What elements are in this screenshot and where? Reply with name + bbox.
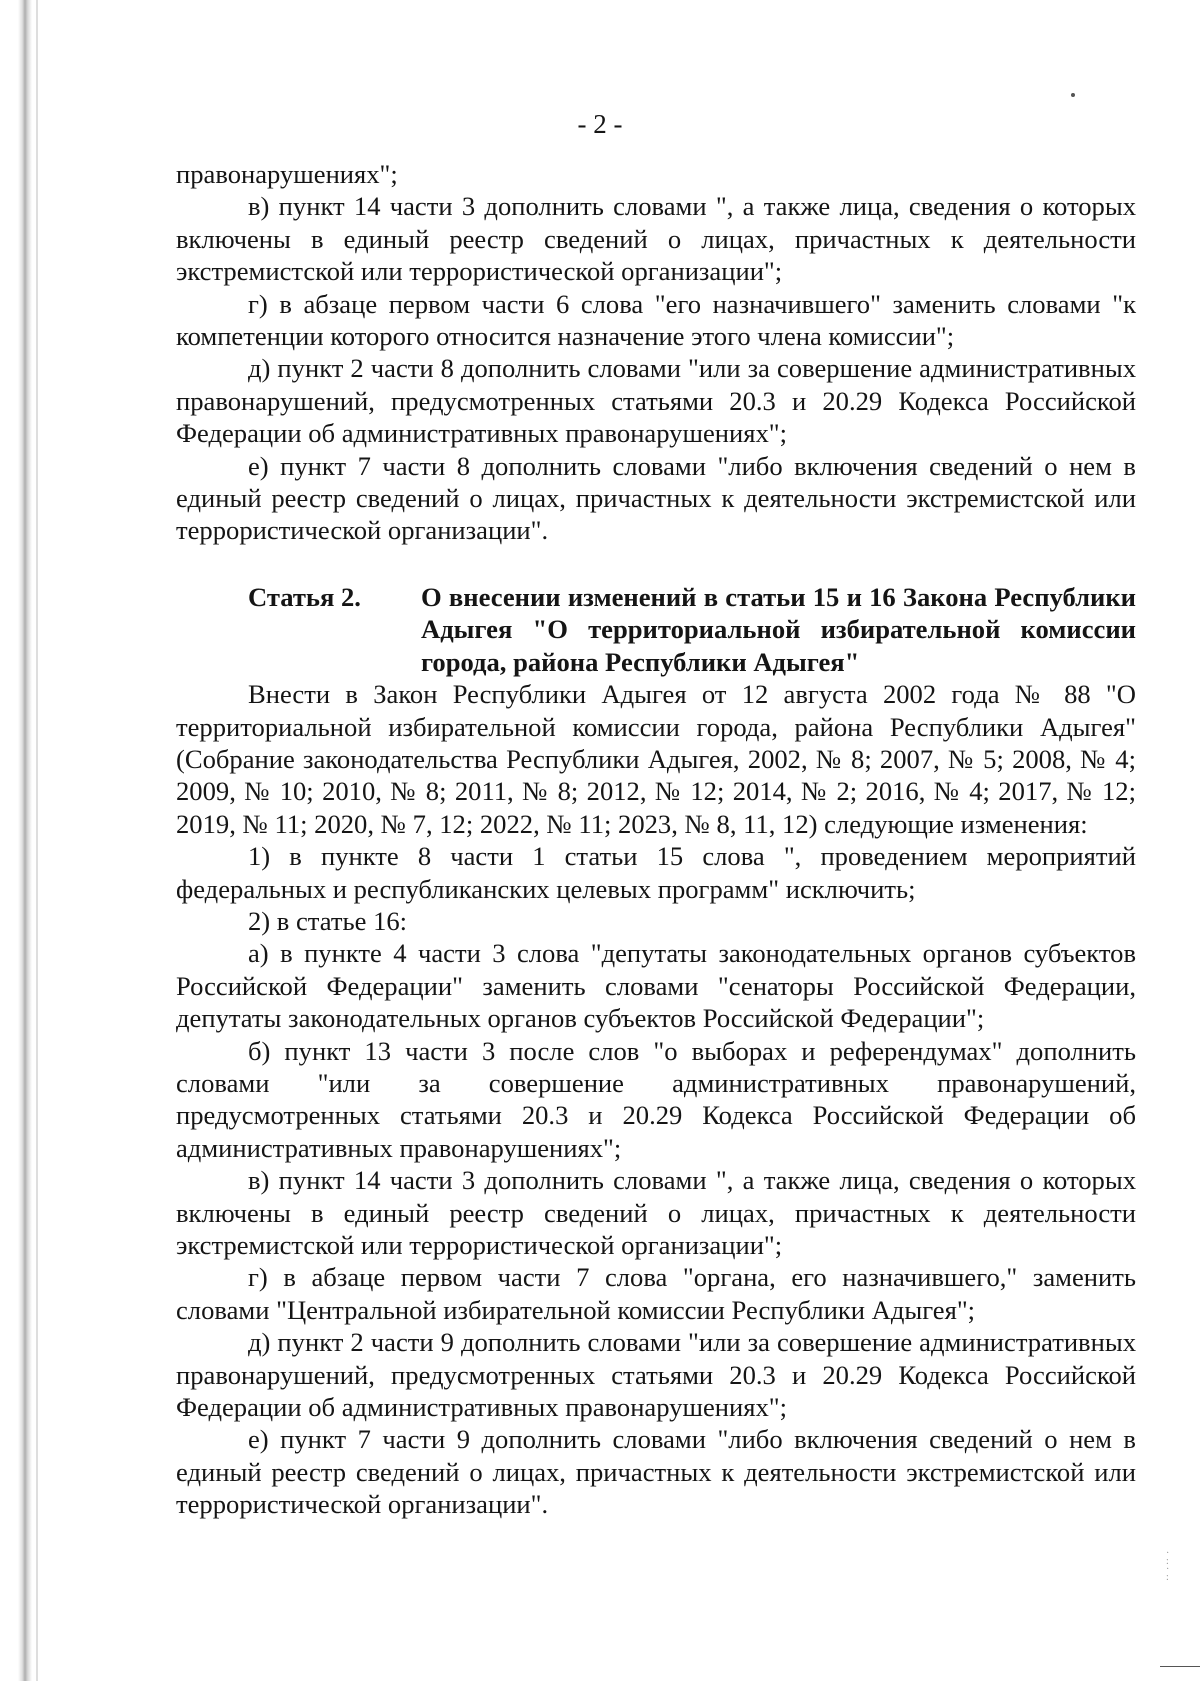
paragraph: д) пункт 2 части 9 дополнить словами "или за совершение административных правонарушений, предусмотренных статьями 20.3 и 20.29 Кодекса Российской Федерации об административных правонарушениях"; <box>176 1327 1136 1423</box>
paragraph: б) пункт 13 части 3 после слов "о выборах и референдумах" дополнить словами "или за совершение административных правонарушений, предусмотренных статьями 20.3 и 20.29 Кодекса Российской Федерации об административных правонарушениях"; <box>176 1035 1136 1163</box>
paragraph: правонарушениях"; <box>176 159 398 189</box>
scan-corner-line <box>1160 1666 1200 1667</box>
paragraph: д) пункт 2 части 8 дополнить словами "или за совершение административных правонарушений, предусмотренных статьями 20.3 и 20.29 Кодекса Российской Федерации об административных правонарушениях"; <box>176 353 1136 449</box>
paragraph: Внести в Закон Республики Адыгея от 12 августа 2002 года № 88 "О территориальной избирательной комиссии города, района Республики Адыгея" (Собрание законодательства Республики Адыгея, 2002, № 8; 2007, № 5; 2008, № 4; 2009, № 10; 2010, № 8; 2011, № 8; 2012, № 12; 2014, № 2; 2016, № 4; 2017, № 12; 2019, № 11; 2020, № 7, 12; 2022, № 11; 2023, № 8, 11, 12) следующие изменения: <box>176 679 1136 839</box>
paragraph: в) пункт 14 части 3 дополнить словами ", а также лица, сведения о которых включены в единый реестр сведений о лицах, причастных к деятельности экстремистской или террористической организации"; <box>176 191 1136 287</box>
paragraph: 1) в пункте 8 части 1 статьи 15 слова ", проведением мероприятий федеральных и республиканских целевых программ" исключить; <box>176 841 1136 904</box>
paragraph: в) пункт 14 части 3 дополнить словами ", а также лица, сведения о которых включены в единый реестр сведений о лицах, причастных к деятельности экстремистской или террористической организации"; <box>176 1165 1136 1260</box>
article2-section <box>176 678 1136 1521</box>
page-number: - 2 - <box>577 109 623 139</box>
article-title: О внесении изменений в статьи 15 и 16 Закона Республики Адыгея "О территориальной избирательной комиссии города, района Республики Адыгея" <box>421 581 1136 677</box>
article-number: Статья 2. <box>248 581 361 612</box>
article1-tail-section <box>176 158 1136 547</box>
paragraph: г) в абзаце первом части 6 слова "его назначившего" заменить словами "к компетенции которого относится назначение этого члена комиссии"; <box>176 288 1136 352</box>
paragraph: е) пункт 7 части 8 дополнить словами "либо включения сведений о нем в единый реестр сведений о лицах, причастных к деятельности экстремистской или террористической организации". <box>176 450 1136 546</box>
article-heading <box>176 581 1136 678</box>
scan-speck <box>1071 93 1075 97</box>
scan-binding-line <box>36 0 38 1681</box>
paragraph: а) в пункте 4 части 3 слова "депутаты законодательных органов субъектов Российской Федерации" заменить словами "сенаторы Российской Федерации, депутаты законодательных органов субъектов Российской Федерации"; <box>176 938 1136 1034</box>
paragraph: 2) в статье 16: <box>248 905 408 936</box>
paragraph: е) пункт 7 части 9 дополнить словами "либо включения сведений о нем в единый реестр сведений о лицах, причастных к деятельности экстремистской или террористической организации". <box>176 1424 1136 1520</box>
scan-binding-edge <box>18 0 32 1681</box>
scan-artifact: · : · : <box>1166 1548 1170 1583</box>
document-body <box>176 158 1136 1521</box>
paragraph: г) в абзаце первом части 7 слова "органа, его назначившего," заменить словами "Центральной избирательной комиссии Республики Адыгея"; <box>176 1262 1136 1325</box>
